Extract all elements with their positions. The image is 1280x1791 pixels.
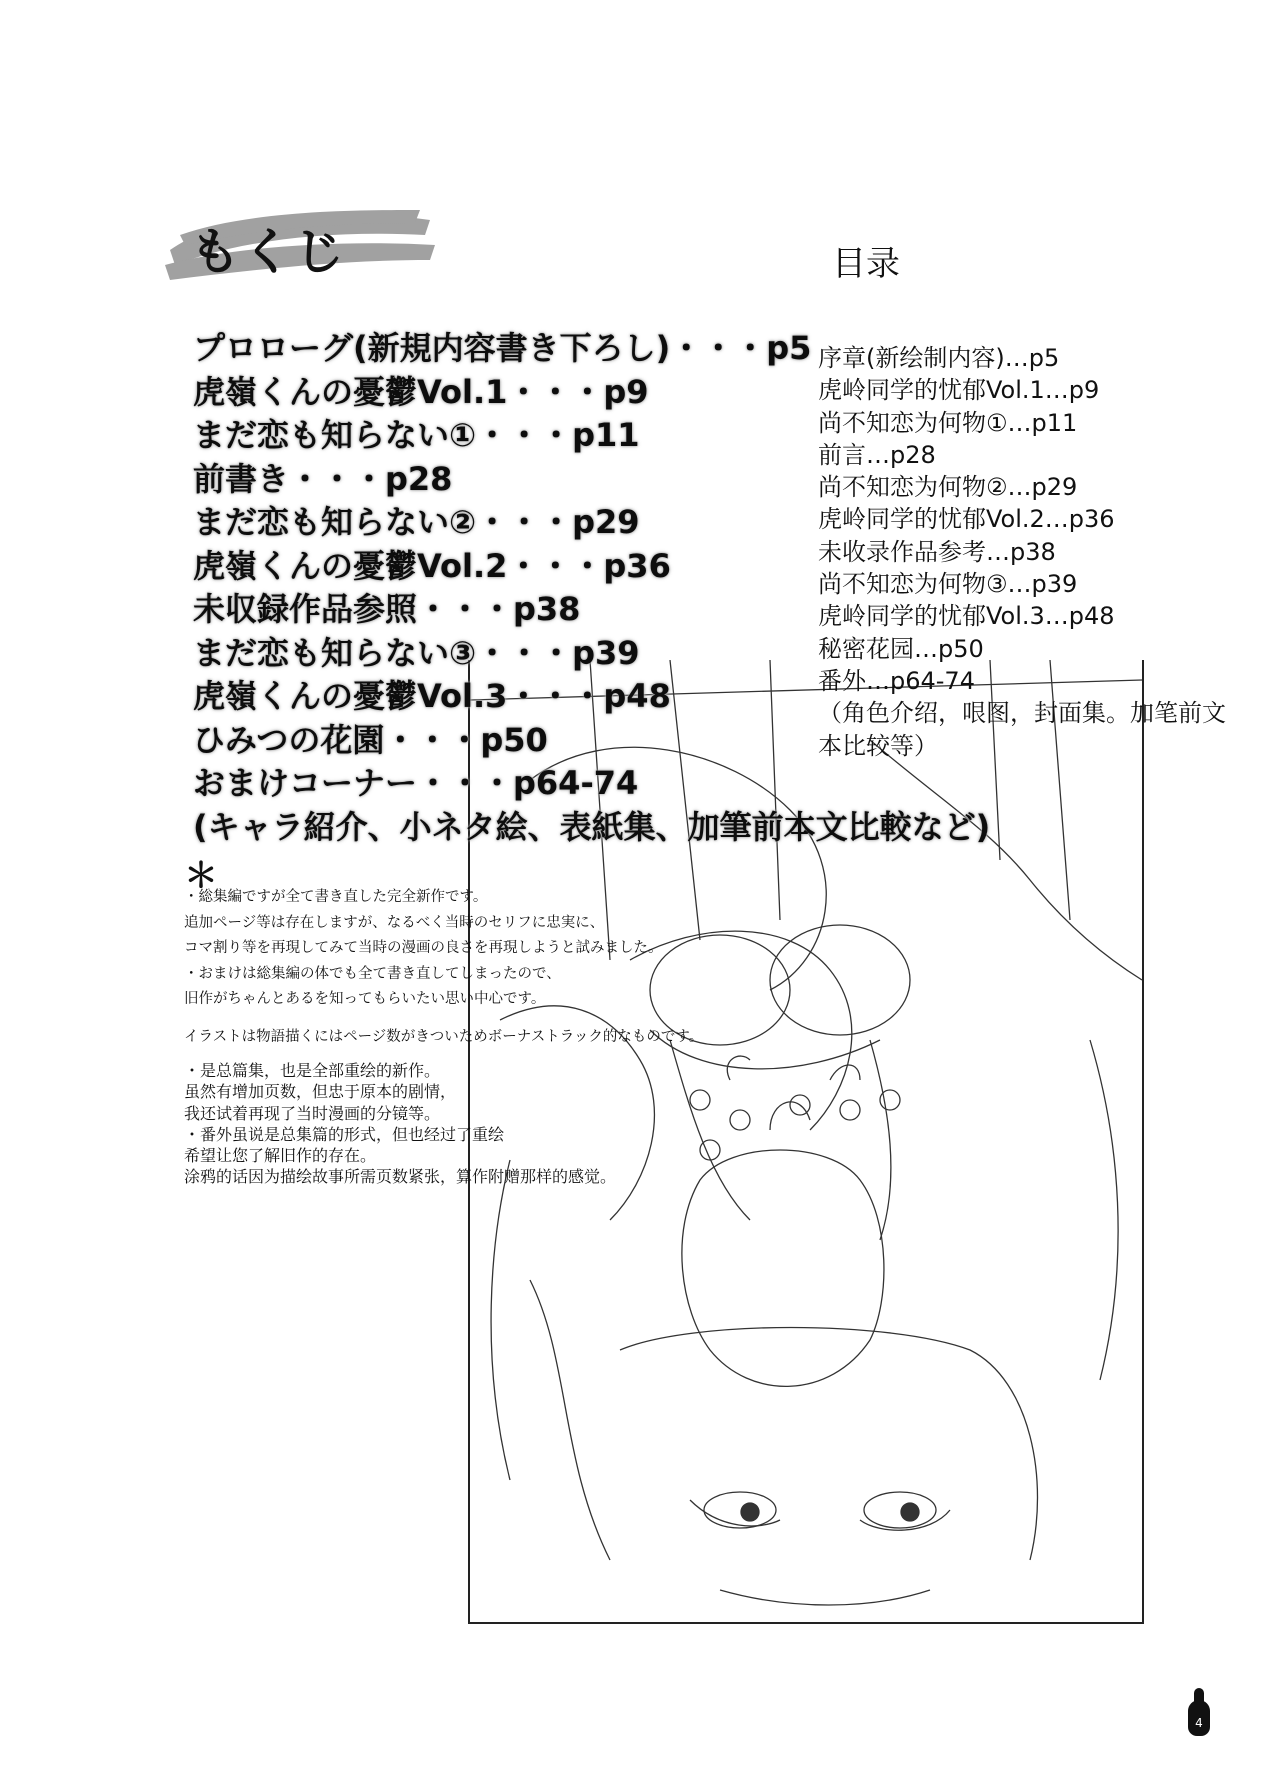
notes-cn-line: 我还试着再现了当时漫画的分镜等。 <box>184 1103 441 1123</box>
notes-ja-line: 追加ページ等は存在しますが、なるべく当時のセリフに忠実に、 <box>184 914 605 931</box>
toc-ja-item: おまけコーナー・・・p64-74 <box>193 764 639 802</box>
toc-cn-item: 未收录作品参考…p38 <box>818 537 1056 566</box>
notes-ja-line: ・総集編ですが全て書き直した完全新作です。 <box>184 889 488 905</box>
toc-ja-item: まだ恋も知らない①・・・p11 <box>193 416 640 454</box>
toc-cn-item: 虎岭同学的忧郁Vol.2…p36 <box>818 505 1115 534</box>
heading-title-ja: もくじ <box>190 222 346 281</box>
notes-ja-line: コマ割り等を再現してみて当時の漫画の良さを再現しようと試みました。 <box>184 940 663 956</box>
toc-ja-item: ひみつの花園・・・p50 <box>193 720 548 759</box>
toc-ja-item: 虎嶺くんの憂鬱Vol.3・・・p48 <box>193 677 671 715</box>
toc-cn-item: 虎岭同学的忧郁Vol.3…p48 <box>818 602 1115 631</box>
toc-ja-item: 未収録作品参照・・・p38 <box>193 590 581 628</box>
notes-ja-list <box>184 885 824 1050</box>
notes-cn-line: 希望让您了解旧作的存在。 <box>184 1146 377 1166</box>
toc-cn-item: 尚不知恋为何物②…p29 <box>818 473 1078 502</box>
toc-ja-item: プロローグ(新規内容書き下ろし)・・・p5 <box>193 329 812 367</box>
toc-ja-item: 前書き・・・p28 <box>193 459 453 498</box>
toc-ja-item: まだ恋も知らない③・・・p39 <box>193 633 640 672</box>
notes-cn-line: ・是总篇集，也是全部重绘的新作。 <box>184 1061 441 1080</box>
notes-cn-line: ・番外虽说是总集篇的形式，但也经过了重绘 <box>184 1124 505 1144</box>
toc-cn-item: 尚不知恋为何物①…p11 <box>818 408 1078 437</box>
toc-ja-item: まだ恋も知らない②・・・p29 <box>193 503 640 541</box>
toc-ja-item: 虎嶺くんの憂鬱Vol.1・・・p9 <box>193 372 649 411</box>
toc-cn-item: （角色介绍，哏图，封面集。加笔前文本比较等） <box>818 699 1226 760</box>
notes-ja-line: ・おまけは総集編の体でも全て書き直してしまったので、 <box>184 965 561 982</box>
page-number: 4 <box>1188 1700 1210 1736</box>
toc-cn-item: 虎岭同学的忧郁Vol.1…p9 <box>818 376 1100 405</box>
toc-ja-item: 虎嶺くんの憂鬱Vol.2・・・p36 <box>193 546 671 585</box>
toc-cn-item: 尚不知恋为何物③…p39 <box>818 570 1078 599</box>
notes-asterisk: ＊ <box>184 856 218 896</box>
notes-ja-line: 旧作がちゃんとあるを知ってもらいたい思い中心です。 <box>184 991 546 1007</box>
toc-cn-item: 秘密花园…p50 <box>818 634 984 663</box>
toc-cn-list <box>818 342 1228 762</box>
toc-cn-item: 前言…p28 <box>818 440 936 469</box>
heading-title-cn: 目录 <box>832 244 900 284</box>
toc-ja-item: (キャラ紹介、小ネタ絵、表紙集、加筆前本文比較など) <box>193 807 991 846</box>
notes-cn-list <box>184 1060 744 1188</box>
notes-cn-line: 虽然有增加页数，但忠于原本的剧情， <box>184 1082 457 1102</box>
notes-ja-line: イラストは物語描くにはページ数がきついためボーナストラック的なものです。 <box>184 1028 704 1045</box>
notes-cn-line: 涂鸦的话因为描绘故事所需页数紧张，算作附赠那样的感觉。 <box>184 1167 617 1187</box>
toc-cn-item: 序章(新绘制内容)…p5 <box>818 344 1060 372</box>
toc-cn-item: 番外…p64-74 <box>818 666 975 695</box>
